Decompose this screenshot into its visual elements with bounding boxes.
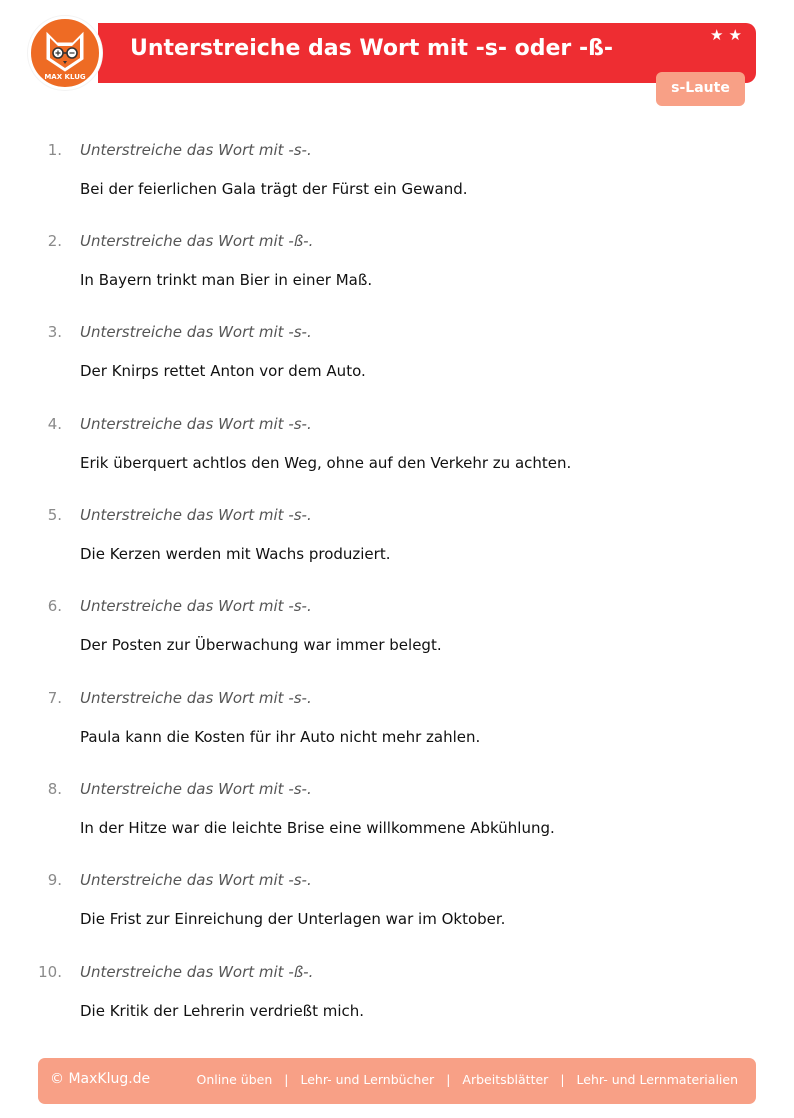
task-instruction: Unterstreiche das Wort mit -s-.	[80, 141, 312, 159]
footer-separator: |	[446, 1072, 451, 1087]
maxklug-logo	[28, 16, 102, 90]
task-sentence[interactable]: Die Kritik der Lehrerin verdrießt mich.	[80, 1002, 365, 1020]
task-number: 3.	[47, 323, 62, 341]
task-number: 9.	[47, 871, 62, 889]
difficulty-stars-icon: ★★	[710, 26, 747, 44]
footer-link-online-ueben[interactable]: Online üben	[196, 1072, 273, 1087]
task-sentence[interactable]: Die Kerzen werden mit Wachs produziert.	[80, 545, 391, 563]
task-sentence[interactable]: Paula kann die Kosten für ihr Auto nicht mehr zahlen.	[80, 728, 481, 746]
footer-link-lehr-lernmaterialien[interactable]: Lehr- und Lernmaterialien	[576, 1072, 738, 1087]
footer-separator: |	[560, 1072, 565, 1087]
task-sentence[interactable]: Bei der feierlichen Gala trägt der Fürst ein Gewand.	[80, 180, 468, 198]
task-instruction: Unterstreiche das Wort mit -s-.	[80, 871, 312, 889]
task-instruction: Unterstreiche das Wort mit -ß-.	[80, 963, 314, 981]
task-number: 5.	[47, 506, 62, 524]
fox-icon	[31, 19, 99, 87]
task-instruction: Unterstreiche das Wort mit -s-.	[80, 780, 312, 798]
task-instruction: Unterstreiche das Wort mit -s-.	[80, 689, 312, 707]
footer-links	[197, 1072, 739, 1087]
task-sentence[interactable]: In der Hitze war die leichte Brise eine willkommene Abkühlung.	[80, 819, 555, 837]
svg-text:MAX KLUG: MAX KLUG	[44, 73, 86, 81]
task-instruction: Unterstreiche das Wort mit -s-.	[80, 506, 312, 524]
footer-separator: |	[284, 1072, 289, 1087]
footer-link-arbeitsblaetter[interactable]: Arbeitsblätter	[462, 1072, 549, 1087]
task-sentence[interactable]: Der Posten zur Überwachung war immer belegt.	[80, 636, 442, 654]
footer-link-lehr-lernbuecher[interactable]: Lehr- und Lernbücher	[300, 1072, 435, 1087]
topic-tag: s-Laute	[656, 72, 745, 106]
task-instruction: Unterstreiche das Wort mit -ß-.	[80, 232, 314, 250]
task-number: 2.	[47, 232, 62, 250]
task-number: 1.	[47, 141, 62, 159]
task-number: 7.	[47, 689, 62, 707]
task-number: 10.	[38, 963, 62, 981]
task-instruction: Unterstreiche das Wort mit -s-.	[80, 597, 312, 615]
task-sentence[interactable]: In Bayern trinkt man Bier in einer Maß.	[80, 271, 373, 289]
task-number: 4.	[47, 415, 62, 433]
page-title: Unterstreiche das Wort mit -s- oder -ß-	[130, 36, 614, 61]
task-sentence[interactable]: Erik überquert achtlos den Weg, ohne auf den Verkehr zu achten.	[80, 454, 572, 472]
footer-copyright[interactable]: © MaxKlug.de	[50, 1071, 151, 1087]
task-number: 8.	[47, 780, 62, 798]
footer	[38, 1058, 756, 1104]
task-sentence[interactable]: Die Frist zur Einreichung der Unterlagen war im Oktober.	[80, 910, 506, 928]
task-number: 6.	[47, 597, 62, 615]
task-instruction: Unterstreiche das Wort mit -s-.	[80, 415, 312, 433]
task-sentence[interactable]: Der Knirps rettet Anton vor dem Auto.	[80, 362, 366, 380]
task-instruction: Unterstreiche das Wort mit -s-.	[80, 323, 312, 341]
